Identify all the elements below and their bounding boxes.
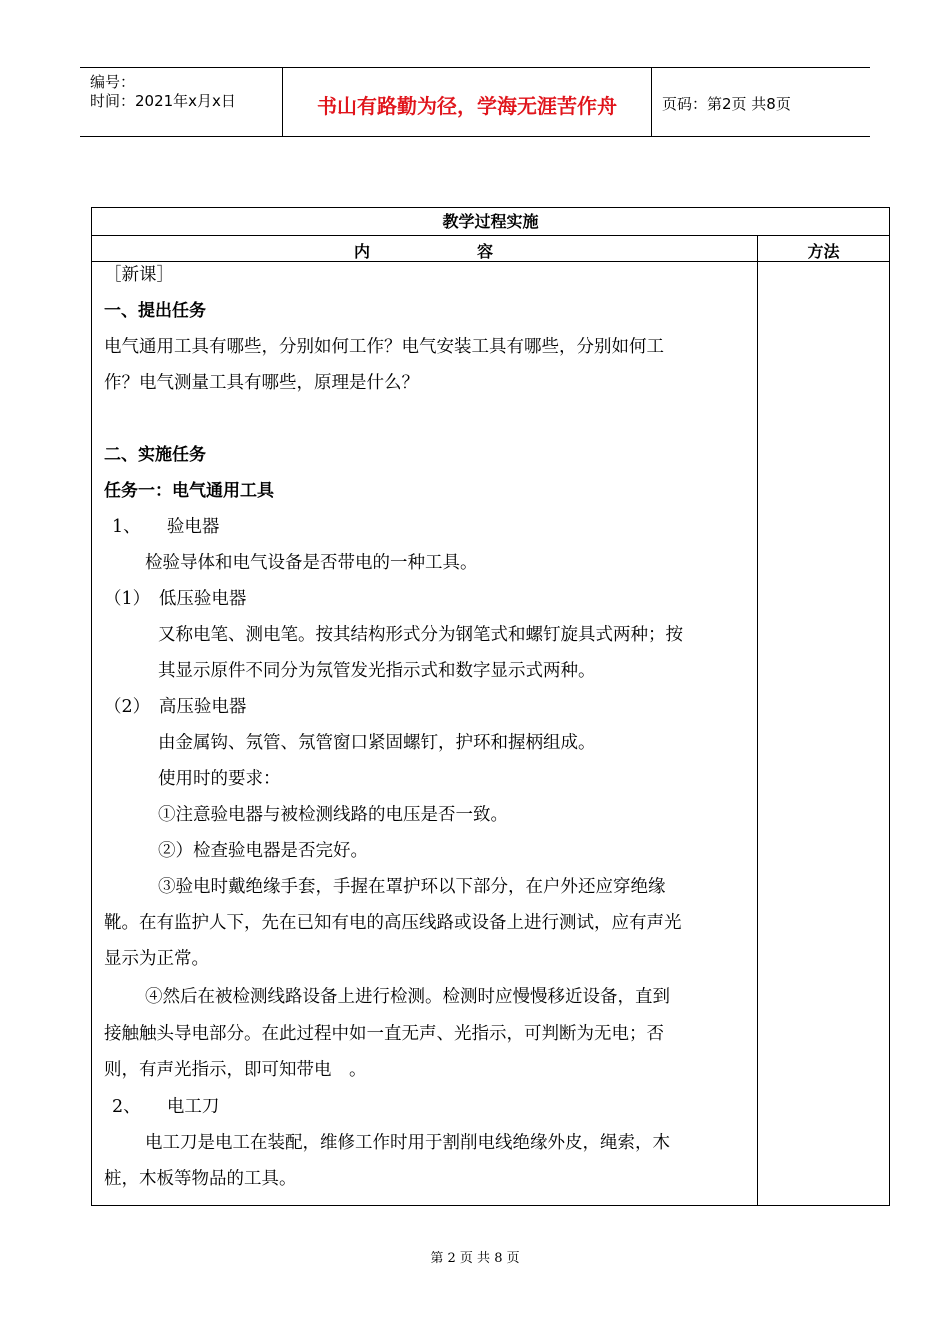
task-heading: 任务一：电气通用工具 xyxy=(104,481,274,501)
motto: 书山有路勤为径，学海无涯苦作舟 xyxy=(317,94,617,118)
table-title: 教学过程实施 xyxy=(92,208,889,236)
page-label: 页码：第2页 共8页 xyxy=(662,95,791,113)
paragraph-line: 靴。在有监护人下，先在已知有电的高压线路或设备上进行测试，应有声光 xyxy=(104,913,682,933)
number-label: 编号： xyxy=(90,73,136,91)
requirement-item: ①注意验电器与被检测线路的电压是否一致。 xyxy=(158,805,508,825)
column-divider xyxy=(757,236,758,1206)
section-heading-2: 二、实施任务 xyxy=(104,445,206,465)
requirement-item: ②）检查验电器是否完好。 xyxy=(158,841,368,861)
item-heading: 2、 电工刀 xyxy=(112,1097,220,1117)
time-label: 时间：2021年x月x日 xyxy=(90,92,236,110)
paragraph-line: 桩，木板等物品的工具。 xyxy=(104,1169,297,1189)
header-motto-cell xyxy=(283,68,652,136)
requirement-item: ③验电时戴绝缘手套，手握在罩护环以下部分，在户外还应穿绝缘 xyxy=(158,877,666,897)
document-header xyxy=(80,67,870,137)
sub-item-heading: （2） 高压验电器 xyxy=(104,697,247,717)
sub-item-heading: （1） 低压验电器 xyxy=(104,589,247,609)
content-column-header xyxy=(92,236,757,261)
paragraph-line: 接触触头导电部分。在此过程中如一直无声、光指示，可判断为无电；否 xyxy=(104,1024,664,1044)
method-column-header: 方法 xyxy=(807,242,840,261)
paragraph-line: 电气通用工具有哪些，分别如何工作？电气安装工具有哪些，分别如何工 xyxy=(104,337,664,357)
item-heading: 1、 验电器 xyxy=(112,517,220,537)
section-heading-1: 一、提出任务 xyxy=(104,301,206,321)
content-header-char-2: 容 xyxy=(477,242,494,261)
page-footer: 第 2 页 共 8 页 xyxy=(430,1251,520,1266)
paragraph-line: 作？电气测量工具有哪些，原理是什么？ xyxy=(104,373,419,393)
content-header-char-1: 内 xyxy=(354,242,371,261)
paragraph-line: 检验导体和电气设备是否带电的一种工具。 xyxy=(145,553,478,573)
paragraph-line: 则，有声光指示，即可知带电 。 xyxy=(104,1060,367,1080)
requirement-item: ④然后在被检测线路设备上进行检测。检测时应慢慢移近设备，直到 xyxy=(145,987,670,1007)
header-page-cell xyxy=(652,68,870,136)
table-header-row xyxy=(92,236,889,262)
teaching-process-table xyxy=(91,207,890,1206)
paragraph-line: 电工刀是电工在装配，维修工作时用于割削电线绝缘外皮，绳索，木 xyxy=(145,1133,670,1153)
paragraph-line: 显示为正常。 xyxy=(104,949,209,969)
header-meta-cell xyxy=(80,68,283,136)
paragraph-line: 由金属钩、氖管、氖管窗口紧固螺钉，护环和握柄组成。 xyxy=(158,733,596,753)
paragraph-line: 其显示原件不同分为氖管发光指示式和数字显示式两种。 xyxy=(158,661,596,681)
paragraph-line: 使用时的要求： xyxy=(158,769,281,789)
paragraph-line: 又称电笔、测电笔。按其结构形式分为钢笔式和螺钉旋具式两种；按 xyxy=(158,625,683,645)
new-lesson-label: ［新课］ xyxy=(104,265,174,285)
